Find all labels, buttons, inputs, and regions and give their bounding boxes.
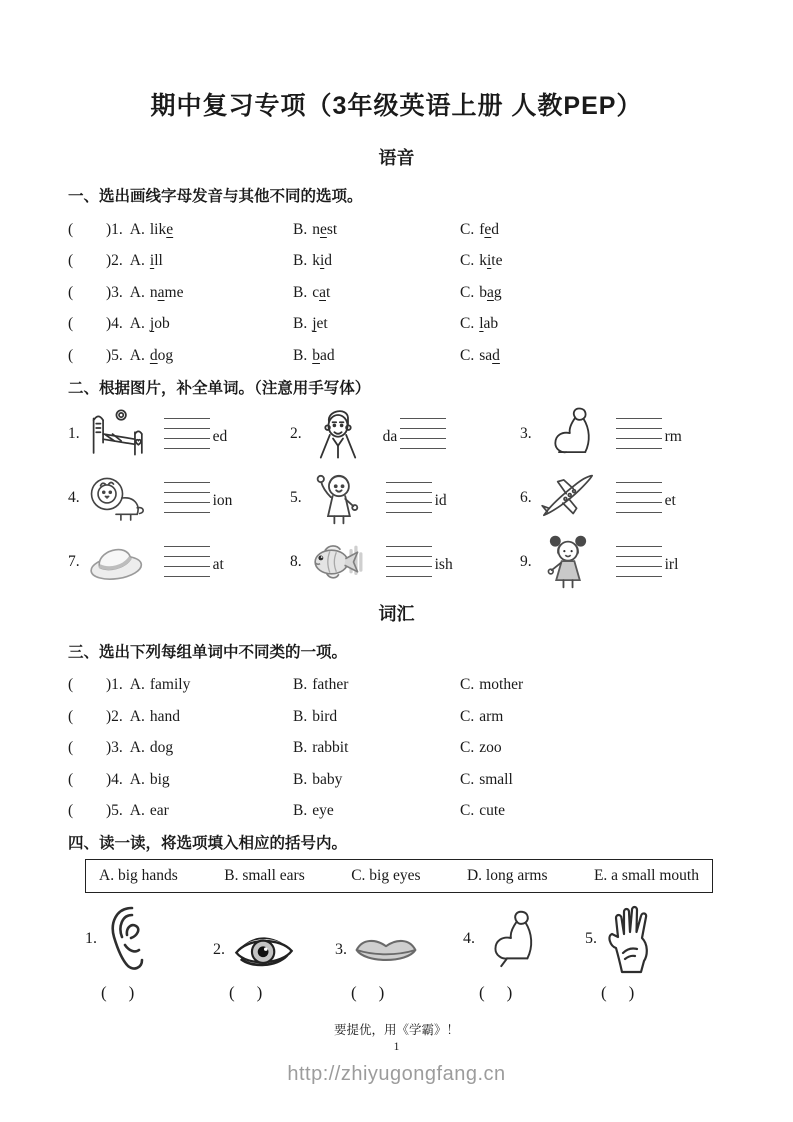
q3-row-1 bbox=[68, 670, 763, 702]
grid-line bbox=[164, 502, 210, 503]
q4-item-hand bbox=[585, 903, 793, 975]
option-a: A. name bbox=[129, 283, 184, 301]
q1-row-1 bbox=[68, 214, 763, 246]
option-a: A. dog bbox=[129, 739, 174, 757]
underlined-letter: i bbox=[149, 252, 155, 270]
hat-icon bbox=[85, 533, 147, 591]
option-c: C. sad bbox=[460, 346, 500, 364]
q1-table bbox=[68, 214, 763, 372]
grid-line bbox=[164, 418, 210, 419]
option-a: A. dog bbox=[129, 346, 174, 364]
q3-row-4 bbox=[68, 764, 763, 796]
writing-grid bbox=[164, 418, 210, 449]
grid-line bbox=[616, 546, 662, 547]
underlined-letter: a bbox=[319, 283, 326, 301]
underlined-letter: a bbox=[486, 283, 494, 301]
grid-line bbox=[616, 482, 662, 483]
q2-heading: 二、根据图片，补全单词。（注意用手写体） bbox=[68, 379, 371, 397]
option-c: C. arm bbox=[460, 707, 504, 725]
q4-heading: 四、读一读，将选项填入相应的括号内。 bbox=[68, 835, 348, 852]
option-b: B. jet bbox=[293, 315, 328, 333]
underlined-letter: b bbox=[312, 346, 320, 364]
option-a: A. ill bbox=[129, 252, 163, 270]
fish-icon bbox=[307, 533, 369, 591]
item-number: 8. bbox=[290, 552, 302, 570]
underlined-letter: e bbox=[319, 220, 327, 238]
grid-line bbox=[616, 566, 662, 567]
q4-item-mouth bbox=[335, 925, 463, 975]
item-number: 4. bbox=[463, 930, 475, 947]
q2-item-jet bbox=[520, 469, 777, 527]
q1-row-4 bbox=[68, 309, 763, 341]
q1-heading: 一、选出画线字母发音与其他不同的选项。 bbox=[68, 188, 363, 205]
grid-line bbox=[164, 556, 210, 557]
word-suffix: rm bbox=[664, 428, 682, 445]
item-number: 4. bbox=[68, 488, 80, 506]
option-b: B. cat bbox=[293, 283, 331, 301]
word-suffix: at bbox=[212, 556, 224, 573]
option-c: C. cute bbox=[460, 802, 506, 820]
eye-icon bbox=[228, 925, 300, 975]
grid-line bbox=[616, 418, 662, 419]
option-b: B. father bbox=[293, 676, 349, 694]
item-number: 2. bbox=[213, 941, 225, 958]
word-suffix: ish bbox=[434, 556, 453, 573]
grid-line bbox=[616, 556, 662, 557]
q4-item-arm bbox=[463, 903, 585, 975]
q4-option-b: B. small ears bbox=[224, 867, 305, 884]
question-number: )2. bbox=[106, 252, 123, 270]
grid-line bbox=[400, 418, 446, 419]
q2-item-arm bbox=[520, 405, 777, 463]
underlined-letter: d bbox=[492, 346, 500, 364]
answer-bracket: ( bbox=[68, 220, 74, 238]
q4-option-e: E. a small mouth bbox=[593, 867, 699, 884]
writing-grid bbox=[616, 482, 662, 513]
grid-line bbox=[386, 566, 432, 567]
word-suffix: et bbox=[664, 492, 676, 509]
option-c: C. zoo bbox=[460, 739, 502, 757]
page-footer bbox=[0, 1020, 793, 1086]
item-number: 1. bbox=[85, 930, 97, 947]
grid-line bbox=[386, 576, 432, 577]
grid-line bbox=[386, 492, 432, 493]
grid-line bbox=[616, 428, 662, 429]
girl-icon bbox=[537, 533, 599, 591]
writing-grid bbox=[400, 418, 446, 449]
grid-line bbox=[164, 428, 210, 429]
lion-icon bbox=[85, 469, 147, 527]
underlined-letter: j bbox=[312, 315, 317, 333]
grid-line bbox=[400, 448, 446, 449]
grid-line bbox=[164, 492, 210, 493]
option-b: B. nest bbox=[293, 220, 338, 238]
option-b: B. kid bbox=[293, 252, 333, 270]
answer-bracket: ( bbox=[68, 346, 74, 364]
option-a: A. family bbox=[129, 676, 191, 694]
section-phonetics-title: 语音 bbox=[378, 148, 415, 168]
word-suffix: ed bbox=[212, 428, 228, 445]
writing-grid bbox=[386, 546, 432, 577]
answer-bracket: ( bbox=[68, 802, 74, 820]
option-b: B. bird bbox=[293, 707, 338, 725]
page-number: 1 bbox=[393, 1041, 400, 1053]
word-suffix: id bbox=[434, 492, 447, 509]
q4-answer-brackets bbox=[85, 983, 793, 1003]
q1-row-3 bbox=[68, 277, 763, 309]
word-suffix: irl bbox=[664, 556, 679, 573]
q1-row-2 bbox=[68, 246, 763, 278]
grid-line bbox=[616, 448, 662, 449]
writing-grid bbox=[616, 546, 662, 577]
question-number: )3. bbox=[106, 283, 123, 301]
grid-line bbox=[386, 482, 432, 483]
item-number: 1. bbox=[68, 424, 80, 442]
q3-row-2 bbox=[68, 701, 763, 733]
option-a: A. like bbox=[129, 220, 174, 238]
answer-bracket: ( ) bbox=[479, 983, 513, 1002]
underlined-letter: e bbox=[166, 220, 174, 238]
q4-options-box bbox=[85, 859, 713, 893]
arm-icon bbox=[478, 903, 540, 975]
word-prefix: da bbox=[382, 428, 398, 445]
grid-line bbox=[164, 448, 210, 449]
grid-line bbox=[386, 546, 432, 547]
answer-bracket: ( bbox=[68, 283, 74, 301]
option-a: A. hand bbox=[129, 707, 181, 725]
writing-grid bbox=[164, 546, 210, 577]
question-number: )2. bbox=[106, 707, 123, 725]
grid-line bbox=[616, 576, 662, 577]
underlined-letter: d bbox=[149, 346, 158, 364]
underlined-letter: i bbox=[486, 252, 492, 270]
q4-option-d: D. long arms bbox=[466, 867, 548, 884]
answer-bracket: ( bbox=[68, 707, 74, 725]
q3-row-3 bbox=[68, 733, 763, 765]
underlined-letter: e bbox=[484, 220, 492, 238]
item-number: 5. bbox=[290, 488, 302, 506]
option-c: C. kite bbox=[460, 252, 503, 270]
option-c: C. fed bbox=[460, 220, 500, 238]
item-number: 5. bbox=[585, 930, 597, 947]
q2-item-hat bbox=[68, 533, 290, 591]
item-number: 3. bbox=[520, 424, 532, 442]
kid-icon bbox=[307, 469, 369, 527]
answer-bracket: ( ) bbox=[101, 983, 135, 1002]
underlined-letter: a bbox=[157, 283, 165, 301]
option-c: C. lab bbox=[460, 315, 499, 333]
q4-option-c: C. big eyes bbox=[351, 867, 421, 884]
question-number: )1. bbox=[106, 220, 123, 238]
grid-line bbox=[164, 438, 210, 439]
grid-line bbox=[616, 512, 662, 513]
question-number: )3. bbox=[106, 739, 123, 757]
dad-icon bbox=[307, 405, 369, 463]
option-b: B. eye bbox=[293, 802, 334, 820]
ear-icon bbox=[100, 903, 162, 975]
arm-icon bbox=[537, 405, 599, 463]
q4-item-ear bbox=[85, 903, 213, 975]
q2-item-girl bbox=[520, 533, 777, 591]
q4-option-a: A. big hands bbox=[99, 867, 178, 884]
grid-line bbox=[616, 502, 662, 503]
option-c: C. small bbox=[460, 770, 513, 788]
q4-item-eye bbox=[213, 925, 335, 975]
word-suffix: ion bbox=[212, 492, 233, 509]
underlined-letter: i bbox=[319, 252, 325, 270]
writing-grid bbox=[616, 418, 662, 449]
q3-table bbox=[68, 670, 763, 828]
item-number: 9. bbox=[520, 552, 532, 570]
grid-line bbox=[386, 512, 432, 513]
q3-row-5 bbox=[68, 796, 763, 828]
bed-icon bbox=[85, 405, 147, 463]
q2-item-fish bbox=[290, 533, 520, 591]
footer-promo: 要提优，用《学霸》！ bbox=[333, 1023, 459, 1037]
item-number: 2. bbox=[290, 424, 302, 442]
option-b: B. rabbit bbox=[293, 739, 349, 757]
q3-heading: 三、选出下列每组单词中不同类的一项。 bbox=[68, 643, 348, 661]
underlined-letter: j bbox=[149, 315, 155, 333]
answer-bracket: ( ) bbox=[601, 983, 635, 1002]
item-number: 6. bbox=[520, 488, 532, 506]
writing-grid bbox=[386, 482, 432, 513]
question-number: )5. bbox=[106, 802, 123, 820]
watermark-url: http://zhiyugongfang.cn bbox=[287, 1063, 506, 1085]
page-title: 期中复习专项（3年级英语上册 人教PEP） bbox=[150, 92, 643, 120]
item-number: 3. bbox=[335, 941, 347, 958]
grid-line bbox=[164, 512, 210, 513]
grid-line bbox=[616, 492, 662, 493]
section-vocab-title: 词汇 bbox=[378, 603, 415, 624]
jet-icon bbox=[537, 469, 599, 527]
question-number: )5. bbox=[106, 346, 123, 364]
option-c: C. bag bbox=[460, 283, 502, 301]
grid-line bbox=[164, 482, 210, 483]
option-b: B. bad bbox=[293, 346, 335, 364]
writing-grid bbox=[164, 482, 210, 513]
answer-bracket: ( bbox=[68, 739, 74, 757]
answer-bracket: ( bbox=[68, 676, 74, 694]
answer-bracket: ( ) bbox=[229, 983, 263, 1002]
answer-bracket: ( bbox=[68, 770, 74, 788]
option-b: B. baby bbox=[293, 770, 343, 788]
question-number: )4. bbox=[106, 315, 123, 333]
grid-line bbox=[386, 556, 432, 557]
q2-item-bed bbox=[68, 405, 290, 463]
option-a: A. job bbox=[129, 315, 170, 333]
answer-bracket: ( ) bbox=[351, 983, 385, 1002]
q1-row-5 bbox=[68, 340, 763, 372]
q2-table bbox=[68, 402, 777, 594]
q2-item-dad bbox=[290, 405, 520, 463]
question-number: )4. bbox=[106, 770, 123, 788]
grid-line bbox=[164, 566, 210, 567]
hand-icon bbox=[600, 903, 662, 975]
answer-bracket: ( bbox=[68, 252, 74, 270]
underlined-letter: l bbox=[479, 315, 484, 333]
grid-line bbox=[400, 428, 446, 429]
grid-line bbox=[386, 502, 432, 503]
question-number: )1. bbox=[106, 676, 123, 694]
option-a: A. big bbox=[129, 770, 170, 788]
grid-line bbox=[400, 438, 446, 439]
answer-bracket: ( bbox=[68, 315, 74, 333]
q2-item-lion bbox=[68, 469, 290, 527]
grid-line bbox=[616, 438, 662, 439]
item-number: 7. bbox=[68, 552, 80, 570]
grid-line bbox=[164, 576, 210, 577]
q4-picture-row bbox=[85, 903, 793, 975]
option-c: C. mother bbox=[460, 676, 524, 694]
option-a: A. ear bbox=[129, 802, 169, 820]
q2-item-kid bbox=[290, 469, 520, 527]
mouth-icon bbox=[350, 925, 422, 975]
grid-line bbox=[164, 546, 210, 547]
